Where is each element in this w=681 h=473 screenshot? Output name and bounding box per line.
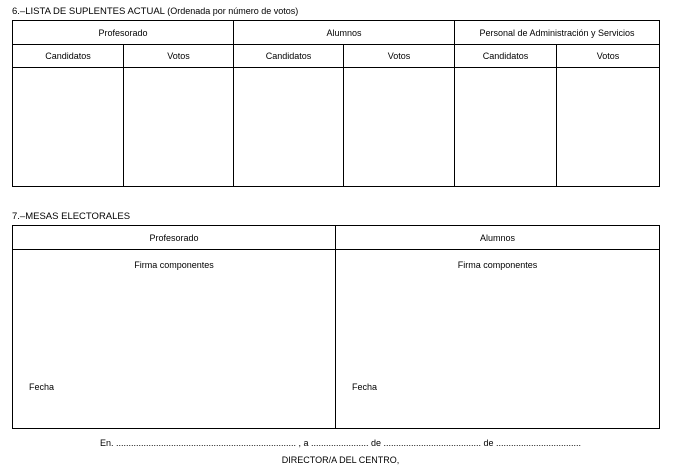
- candidatos-field-profesorado[interactable]: [13, 68, 124, 187]
- section-6-heading: [12, 6, 298, 17]
- mesa-signature-box-profesorado[interactable]: [13, 250, 336, 429]
- firma-label: Firma componentes: [134, 260, 214, 270]
- votos-field-alumnos[interactable]: [344, 68, 455, 187]
- group-header-profesorado: Profesorado: [13, 21, 234, 45]
- substitutes-table: [12, 20, 660, 187]
- mesa-signature-box-alumnos[interactable]: [336, 250, 660, 429]
- electoral-tables: [12, 225, 660, 429]
- mesa-header-alumnos: Alumnos: [336, 226, 660, 250]
- section-6-subtitle: (Ordenada por número de votos): [167, 6, 299, 16]
- fecha-label: Fecha: [29, 382, 55, 392]
- director-signature-label: DIRECTOR/A DEL CENTRO,: [281, 455, 400, 465]
- col-header-candidatos: Candidatos: [234, 45, 344, 68]
- section-7-title: 7.–MESAS ELECTORALES: [12, 211, 131, 222]
- votos-field-pas[interactable]: [557, 68, 660, 187]
- col-header-votos: Votos: [344, 45, 455, 68]
- section-6-title: 6.–LISTA DE SUPLENTES ACTUAL: [12, 6, 165, 17]
- col-header-candidatos: Candidatos: [455, 45, 557, 68]
- candidatos-field-alumnos[interactable]: [234, 68, 344, 187]
- firma-label: Firma componentes: [457, 260, 538, 270]
- section-7-heading: [12, 211, 130, 222]
- candidatos-field-pas[interactable]: [455, 68, 557, 187]
- group-header-alumnos: Alumnos: [234, 21, 455, 45]
- place-date-line[interactable]: En. ........................................................................ , a ....................... de ....................................... de ..................................: [99, 438, 582, 448]
- votos-field-profesorado[interactable]: [124, 68, 234, 187]
- fecha-label: Fecha: [352, 382, 378, 392]
- mesa-header-profesorado: Profesorado: [13, 226, 336, 250]
- col-header-votos: Votos: [557, 45, 660, 68]
- col-header-candidatos: Candidatos: [13, 45, 124, 68]
- col-header-votos: Votos: [124, 45, 234, 68]
- group-header-pas: Personal de Administración y Servicios: [455, 21, 660, 45]
